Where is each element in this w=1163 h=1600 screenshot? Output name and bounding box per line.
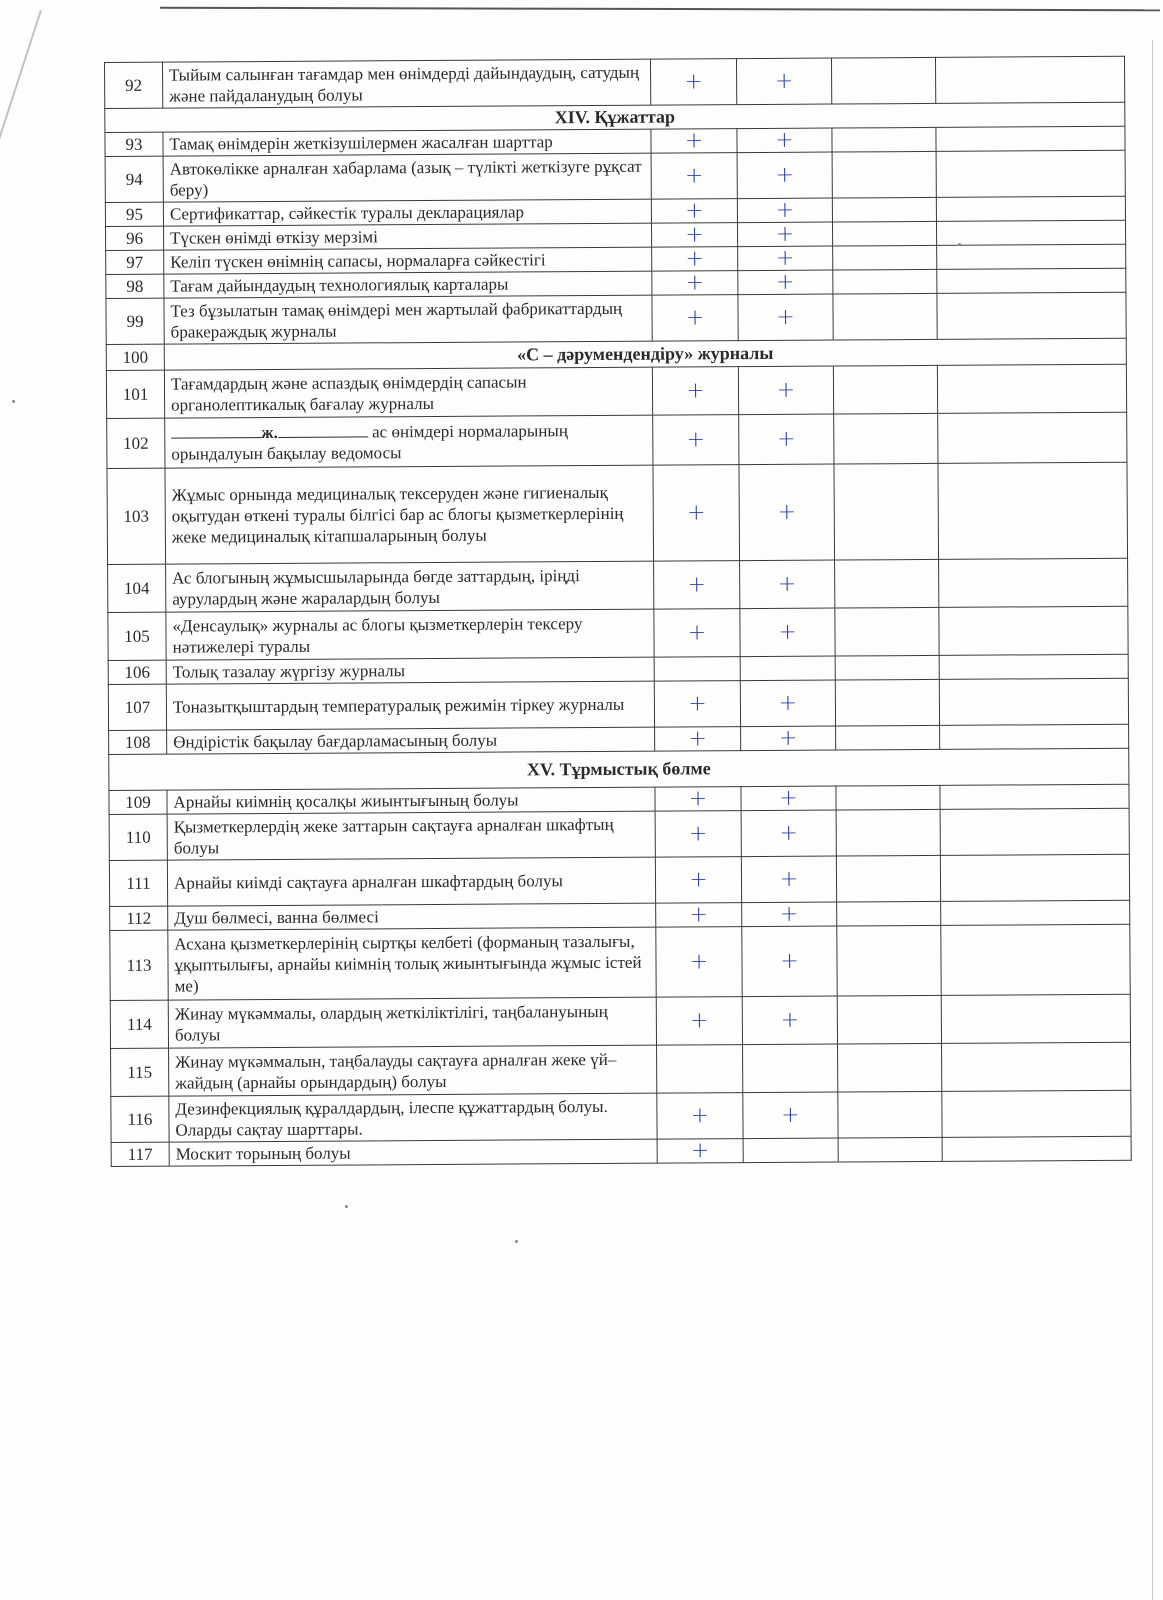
row-description: «Денсаулық» журналы ас блогы қызметкерлерін тексеру нәтижелері туралы <box>166 609 654 660</box>
section-row <box>109 748 1129 790</box>
table-row <box>108 558 1128 612</box>
empty-cell <box>938 412 1127 463</box>
row-description: Дезинфекциялық құралдардың, ілеспе құжаттардың болуы. Оларды сақтау шарттары. <box>169 1093 657 1142</box>
handwritten-plus-mark: + <box>655 727 741 752</box>
empty-cell <box>837 925 941 996</box>
handwritten-plus-mark: + <box>655 811 741 858</box>
row-number: 113 <box>110 930 168 1000</box>
handwritten-plus-mark: + <box>740 680 835 727</box>
scan-speck <box>958 243 961 246</box>
handwritten-plus-mark <box>657 1045 743 1094</box>
table-row <box>110 924 1130 1000</box>
handwritten-plus-mark: + <box>740 560 835 609</box>
fill-in-blank <box>278 422 368 438</box>
empty-cell <box>832 151 936 198</box>
handwritten-plus-mark: + <box>655 857 741 904</box>
empty-cell <box>937 244 1126 269</box>
row-description: Арнайы киімнің қосалқы жиынтығының болуы <box>167 787 655 814</box>
empty-cell <box>834 463 939 560</box>
row-description: Тыйым салынған тағамдар мен өнімдерді дайындаудың, сатудың және пайдаланудың болуы <box>163 59 651 108</box>
handwritten-plus-mark: + <box>738 246 833 271</box>
row-number: 92 <box>105 62 163 108</box>
row-description: Ас блогының жұмысшыларында бөгде заттардың, іріңді аурулардың және жаралардың болуы <box>166 561 654 612</box>
table-row <box>108 606 1128 660</box>
fill-in-blank <box>171 423 261 439</box>
empty-cell <box>940 854 1129 901</box>
handwritten-plus-mark: + <box>656 997 742 1046</box>
handwritten-plus-mark: + <box>651 199 737 224</box>
handwritten-plus-mark: + <box>657 1139 743 1164</box>
handwritten-plus-mark: + <box>652 247 738 272</box>
row-description: Тағамдардың және аспаздық өнімдердің сапасын органолептикалық бағалау журналы <box>164 367 652 418</box>
row-number: 108 <box>109 730 167 754</box>
empty-cell <box>832 197 936 222</box>
empty-cell <box>939 654 1128 679</box>
scan-speck <box>515 1240 518 1243</box>
empty-cell <box>940 808 1129 855</box>
row-description: Жинау мүкәммалын, таңбалауды сақтауға арналған жеке үй–жайдың (арнайы орындардың) болуы <box>169 1045 657 1096</box>
checklist-table-wrapper <box>104 56 1131 1167</box>
table-row <box>108 678 1128 730</box>
empty-cell <box>833 365 937 414</box>
empty-cell <box>836 725 940 750</box>
row-number: 116 <box>111 1096 169 1142</box>
table-row <box>106 364 1126 418</box>
handwritten-plus-mark: + <box>741 810 836 857</box>
row-number: 102 <box>107 418 165 468</box>
handwritten-plus-mark <box>743 1138 838 1163</box>
handwritten-plus-mark: + <box>741 856 836 903</box>
row-description <box>165 415 653 468</box>
row-description: Түскен өнімді өткізу мерзімі <box>164 223 652 250</box>
row-number: 112 <box>110 906 168 930</box>
row-number: 103 <box>107 468 166 564</box>
empty-cell <box>835 607 939 656</box>
row-description: Қызметкерлердің жеке заттарын сақтауға арналған шкафтың болуы <box>167 811 655 860</box>
table-row <box>109 808 1129 860</box>
row-number: 115 <box>111 1048 169 1096</box>
handwritten-plus-mark: + <box>653 415 739 466</box>
row-description: Өндірістік бақылау бағдарламасының болуы <box>167 727 655 754</box>
handwritten-plus-mark: + <box>741 786 836 811</box>
table-row <box>105 56 1125 108</box>
row-description: Москит торының болуы <box>169 1139 657 1166</box>
row-description: Арнайы киімді сақтауға арналған шкафтардың болуы <box>167 857 655 906</box>
handwritten-plus-mark: + <box>654 681 740 728</box>
handwritten-plus-mark: + <box>737 222 832 247</box>
empty-cell <box>835 655 939 680</box>
row-description: Келіп түскен өнімнің сапасы, нормаларға сәйкестігі <box>164 247 652 274</box>
empty-cell <box>838 1137 942 1162</box>
empty-cell <box>937 292 1126 339</box>
empty-cell <box>836 809 940 856</box>
handwritten-plus-mark: + <box>653 465 740 562</box>
handwritten-plus-mark: + <box>651 223 737 248</box>
handwritten-plus-mark: + <box>739 414 834 465</box>
handwritten-plus-mark: + <box>741 726 836 751</box>
row-number: 111 <box>109 860 167 906</box>
row-number: 98 <box>106 274 164 298</box>
empty-cell <box>838 1043 942 1092</box>
row-number: 104 <box>108 564 166 612</box>
row-description: Асхана қызметкерлерінің сыртқы келбеті (форманың тазалығы, ұқыптылығы, арнайы киімнің толық жиынтығында жұмыс істей ме) <box>168 927 656 1000</box>
handwritten-plus-mark: + <box>737 128 832 153</box>
section-heading: XV. Тұрмыстық бөлме <box>109 748 1129 790</box>
scan-speck <box>12 400 15 403</box>
empty-cell <box>837 995 941 1044</box>
handwritten-plus-mark: + <box>738 294 833 341</box>
handwritten-plus-mark: + <box>742 996 837 1045</box>
empty-cell <box>940 724 1129 749</box>
row-description: Тамақ өнімдерін жеткізушілермен жасалған шарттар <box>163 129 651 156</box>
empty-cell <box>836 855 940 902</box>
handwritten-plus-mark: + <box>740 608 835 657</box>
table-row <box>109 854 1129 906</box>
table-row <box>111 1090 1131 1142</box>
handwritten-plus-mark: + <box>736 58 831 105</box>
handwritten-plus-mark: + <box>739 464 835 561</box>
row-description: Жинау мүкәммалы, олардың жеткіліктілігі, таңбалануының болуы <box>168 997 656 1048</box>
empty-cell <box>936 126 1125 151</box>
table-row <box>105 150 1125 202</box>
row-number: 109 <box>109 790 167 814</box>
row-description: Сертификаттар, сәйкестік туралы декларациялар <box>163 199 651 226</box>
empty-cell <box>937 268 1126 293</box>
row-number: 97 <box>106 250 164 274</box>
row-description: Толық тазалау жүргізу журналы <box>166 657 654 684</box>
empty-cell <box>935 56 1124 103</box>
scan-paper-edge-left <box>0 10 42 239</box>
empty-cell <box>941 994 1130 1043</box>
scan-paper-edge-top <box>160 7 1160 12</box>
row-description: Душ бөлмесі, ванна бөлмесі <box>168 903 656 930</box>
handwritten-plus-mark <box>740 656 835 681</box>
empty-cell <box>834 413 938 464</box>
row-number: 110 <box>109 814 167 860</box>
section-heading: XIV. Құжаттар <box>105 102 1125 132</box>
empty-cell <box>832 127 936 152</box>
row-number: 94 <box>105 156 163 202</box>
handwritten-plus-mark: + <box>651 129 737 154</box>
empty-cell <box>837 901 941 926</box>
table-row <box>107 412 1127 468</box>
table-row <box>111 1136 1131 1166</box>
handwritten-plus-mark: + <box>650 59 736 106</box>
handwritten-plus-mark: + <box>737 198 832 223</box>
handwritten-plus-mark: + <box>737 152 832 199</box>
empty-cell <box>832 221 936 246</box>
handwritten-plus-mark: + <box>656 903 742 928</box>
section-heading: «С – дәрумендендіру» журналы <box>164 338 1126 370</box>
empty-cell <box>833 293 937 340</box>
year-abbrev: ж. <box>261 422 278 442</box>
empty-cell <box>941 900 1130 925</box>
empty-cell <box>836 785 940 810</box>
checklist-table <box>104 56 1132 1167</box>
empty-cell <box>941 924 1130 995</box>
row-number: 95 <box>105 202 163 226</box>
empty-cell <box>936 220 1125 245</box>
empty-cell <box>937 364 1126 413</box>
row-number: 107 <box>108 684 166 730</box>
table-row <box>107 462 1128 564</box>
row-description-text: ас өнімдері нормаларының орындалуын бақылау ведомосы <box>171 420 568 464</box>
row-description: Жұмыс орнында медициналық тексеруден және гигиеналық оқытудан өткені туралы білгісі бар ас блогы қызметкерлерінің жеке медициналық кітапшаларының болуы <box>165 465 654 564</box>
row-number: 105 <box>108 612 166 660</box>
row-number: 117 <box>111 1142 169 1166</box>
handwritten-plus-mark: + <box>742 926 837 997</box>
scan-paper-edge-right <box>1152 40 1153 1600</box>
row-description: Тез бұзылатын тамақ өнімдері мен жартылай фабрикаттардың бракераждық журналы <box>164 295 652 344</box>
empty-cell <box>835 559 939 608</box>
handwritten-plus-mark: + <box>656 927 742 998</box>
handwritten-plus-mark: + <box>654 609 740 658</box>
empty-cell <box>831 57 935 104</box>
empty-cell <box>835 679 939 726</box>
handwritten-plus-mark: + <box>654 561 740 610</box>
checklist-table-body <box>105 56 1132 1166</box>
handwritten-plus-mark: + <box>652 271 738 296</box>
handwritten-plus-mark: + <box>652 295 738 342</box>
handwritten-plus-mark: + <box>652 367 738 416</box>
empty-cell <box>936 196 1125 221</box>
empty-cell <box>942 1090 1131 1137</box>
table-row <box>106 292 1126 344</box>
empty-cell <box>942 1136 1131 1161</box>
row-number: 96 <box>106 226 164 250</box>
table-row <box>110 994 1130 1048</box>
handwritten-plus-mark: + <box>743 1092 838 1139</box>
row-number: 106 <box>108 660 166 684</box>
handwritten-plus-mark <box>743 1044 838 1093</box>
empty-cell <box>940 784 1129 809</box>
empty-cell <box>942 1042 1131 1091</box>
row-number: 100 <box>106 344 164 370</box>
handwritten-plus-mark: + <box>657 1093 743 1140</box>
table-row <box>111 1042 1131 1096</box>
empty-cell <box>833 269 937 294</box>
row-number: 114 <box>110 1000 168 1048</box>
empty-cell <box>838 1091 942 1138</box>
empty-cell <box>938 462 1128 559</box>
empty-cell <box>939 678 1128 725</box>
row-number: 93 <box>105 132 163 156</box>
empty-cell <box>936 150 1125 197</box>
row-description: Автокөлікке арналған хабарлама (азық – түлікті жеткізуге рұқсат беру) <box>163 153 651 202</box>
empty-cell <box>939 558 1128 607</box>
handwritten-plus-mark: + <box>742 902 837 927</box>
row-description: Тоназытқыштардың температуралық режимін тіркеу журналы <box>166 681 654 730</box>
scan-speck <box>345 1205 348 1208</box>
row-number: 101 <box>106 370 164 418</box>
empty-cell <box>833 245 937 270</box>
empty-cell <box>939 606 1128 655</box>
row-description: Тағам дайындаудың технологиялық карталары <box>164 271 652 298</box>
handwritten-plus-mark: + <box>651 153 737 200</box>
row-number: 99 <box>106 298 164 344</box>
handwritten-plus-mark: + <box>738 366 833 415</box>
handwritten-plus-mark <box>654 657 740 682</box>
handwritten-plus-mark: + <box>655 787 741 812</box>
handwritten-plus-mark: + <box>738 270 833 295</box>
